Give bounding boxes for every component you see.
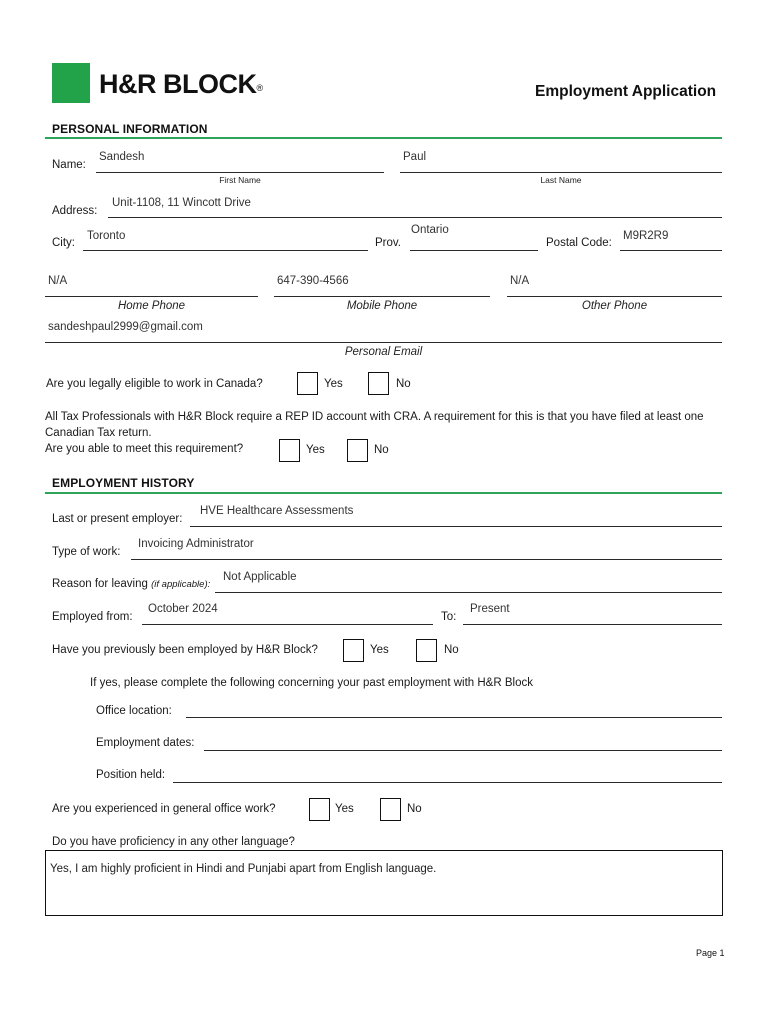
province-underline (410, 250, 538, 251)
city-underline (83, 250, 368, 251)
email-caption: Personal Email (344, 346, 423, 358)
previous-employment-question: Have you previously been employed by H&R Block? (52, 644, 318, 656)
eligible-no-checkbox[interactable] (368, 372, 389, 395)
reason-note: (if applicable): (151, 579, 211, 590)
brand-logo-square (52, 63, 90, 103)
home-phone-field[interactable]: N/A (48, 275, 68, 287)
mobile-phone-underline (274, 296, 490, 297)
other-phone-field[interactable]: N/A (510, 275, 530, 287)
office-no-label: No (407, 803, 422, 815)
section-divider (45, 137, 722, 139)
previous-yes-checkbox[interactable] (343, 639, 364, 662)
office-location-field[interactable] (186, 717, 722, 718)
mobile-phone-field[interactable]: 647-390-4566 (277, 275, 349, 287)
office-yes-label: Yes (335, 803, 354, 815)
eligibility-question: Are you legally eligible to work in Canada? (46, 378, 263, 390)
type-of-work-field[interactable]: Invoicing Administrator (138, 538, 254, 550)
office-location-label: Office location: (96, 705, 172, 717)
home-phone-caption: Home Phone (117, 300, 186, 312)
eligible-yes-checkbox[interactable] (297, 372, 318, 395)
office-yes-checkbox[interactable] (309, 798, 330, 821)
document-title: Employment Application (535, 83, 717, 100)
employed-to-underline (463, 624, 722, 625)
mobile-phone-caption: Mobile Phone (346, 300, 418, 312)
eligible-yes-label: Yes (324, 378, 343, 390)
home-phone-underline (45, 296, 258, 297)
employed-from-label: Employed from: (52, 611, 133, 623)
position-held-field[interactable] (173, 782, 722, 783)
rep-id-text-line1: All Tax Professionals with H&R Block require a REP ID account with CRA. A requirement for this is that you have filed at least one (45, 411, 704, 423)
name-label: Name: (52, 159, 86, 171)
position-held-label: Position held: (96, 769, 166, 781)
employer-label: Last or present employer: (52, 513, 183, 525)
section-heading-employment: EMPLOYMENT HISTORY (52, 476, 195, 490)
province-label: Prov. (375, 237, 401, 249)
postal-code-field[interactable]: M9R2R9 (623, 230, 669, 242)
employed-from-field[interactable]: October 2024 (148, 603, 218, 615)
email-underline (45, 342, 722, 343)
other-phone-caption: Other Phone (581, 300, 648, 312)
address-label: Address: (52, 205, 98, 217)
page-number: Page 1 (696, 948, 725, 958)
address-field[interactable]: Unit-1108, 11 Wincott Drive (112, 197, 251, 209)
rep-id-text-line2: Canadian Tax return. (45, 427, 152, 439)
employed-from-underline (142, 624, 433, 625)
eligible-no-label: No (396, 378, 411, 390)
rep-yes-checkbox[interactable] (279, 439, 300, 462)
last-name-caption: Last Name (540, 175, 582, 185)
type-of-work-underline (131, 559, 722, 560)
type-of-work-label: Type of work: (52, 546, 121, 558)
previous-no-label: No (444, 644, 459, 656)
if-yes-instruction: If yes, please complete the following concerning your past employment with H&R Block (90, 677, 533, 689)
last-name-underline (400, 172, 722, 173)
reason-for-leaving-field[interactable]: Not Applicable (223, 571, 297, 583)
employment-dates-field[interactable] (204, 750, 722, 751)
postal-code-label: Postal Code: (546, 237, 612, 249)
first-name-field[interactable]: Sandesh (99, 151, 145, 163)
employer-field[interactable]: HVE Healthcare Assessments (200, 505, 354, 517)
section-heading-personal: PERSONAL INFORMATION (52, 122, 208, 136)
language-answer-text: Yes, I am highly proficient in Hindi and Punjabi apart from English language. (50, 863, 437, 875)
first-name-caption: First Name (219, 175, 261, 185)
rep-yes-label: Yes (306, 444, 325, 456)
last-name-field[interactable]: Paul (403, 151, 427, 163)
office-no-checkbox[interactable] (380, 798, 401, 821)
rep-id-question: Are you able to meet this requirement? (45, 443, 244, 455)
postal-code-underline (620, 250, 722, 251)
city-label: City: (52, 237, 75, 249)
office-work-question: Are you experienced in general office work? (52, 803, 276, 815)
province-field[interactable]: Ontario (411, 224, 449, 236)
email-field[interactable]: sandeshpaul2999@gmail.com (48, 321, 203, 333)
previous-no-checkbox[interactable] (416, 639, 437, 662)
rep-no-label: No (374, 444, 389, 456)
reason-for-leaving-label: Reason for leaving (if applicable): (52, 578, 211, 590)
section-divider (45, 492, 722, 494)
language-question: Do you have proficiency in any other language? (52, 836, 295, 848)
city-field[interactable]: Toronto (87, 230, 126, 242)
reason-underline (215, 592, 722, 593)
language-answer-box[interactable] (45, 850, 723, 916)
employed-to-label: To: (441, 611, 457, 623)
brand-wordmark: H&R BLOCK® (99, 69, 263, 99)
rep-no-checkbox[interactable] (347, 439, 368, 462)
employment-dates-label: Employment dates: (96, 737, 195, 749)
employed-to-field[interactable]: Present (470, 603, 510, 615)
other-phone-underline (507, 296, 722, 297)
first-name-underline (96, 172, 384, 173)
address-underline (108, 217, 722, 218)
employer-underline (190, 526, 722, 527)
previous-yes-label: Yes (370, 644, 389, 656)
